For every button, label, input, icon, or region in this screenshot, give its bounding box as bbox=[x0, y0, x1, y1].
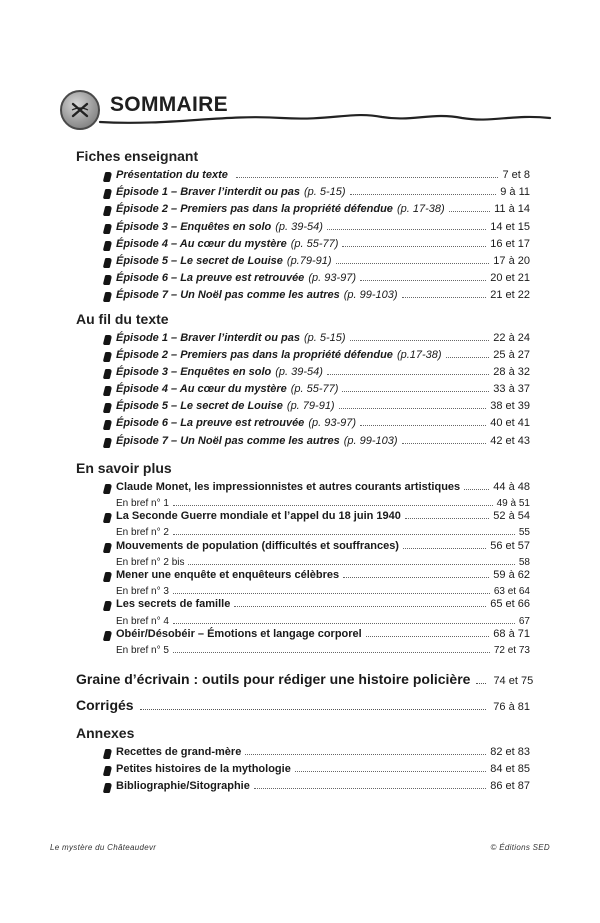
bullet-icon bbox=[103, 420, 112, 430]
footer-book-title: Le mystère du Châteaudevr bbox=[50, 843, 157, 852]
bullet-icon bbox=[103, 572, 112, 582]
bullet-icon bbox=[103, 241, 112, 251]
section-heading: Annexes bbox=[76, 725, 135, 742]
toc-entry[interactable]: Présentation du texte 7 et 8 bbox=[76, 169, 530, 186]
bullet-icon bbox=[103, 386, 112, 396]
toc-sub-entry[interactable]: En bref n° 5 72 et 73 bbox=[116, 644, 530, 656]
toc-sub-entry[interactable]: En bref n° 1 49 à 51 bbox=[116, 498, 530, 509]
bullet-icon bbox=[103, 275, 112, 285]
toc-sub-entry[interactable]: En bref n° 3 63 et 64 bbox=[116, 586, 530, 598]
section-items bbox=[76, 332, 530, 452]
toc-entry[interactable]: Les secrets de famille 65 et 66 bbox=[76, 598, 530, 615]
toc-entry[interactable]: Bibliographie/Sitographie 86 et 87 bbox=[76, 780, 530, 797]
toc-entry[interactable]: Épisode 4 – Au cœur du mystère (p. 55-77) 33 à 37 bbox=[76, 383, 530, 400]
section-items bbox=[76, 481, 530, 657]
section-items bbox=[76, 169, 530, 307]
toc-entry[interactable]: Mener une enquête et enquêteurs célèbres 59 à 62 bbox=[76, 569, 530, 586]
bullet-icon bbox=[103, 335, 112, 345]
toc-entry[interactable]: Épisode 4 – Au cœur du mystère (p. 55-77) 16 et 17 bbox=[76, 238, 530, 255]
footer-publisher: © Éditions SED bbox=[490, 843, 550, 852]
toc-entry[interactable]: Petites histoires de la mythologie 84 et 85 bbox=[76, 763, 530, 780]
toc-entry[interactable]: Claude Monet, les impressionnistes et autres courants artistiques 44 à 48 bbox=[76, 481, 530, 498]
bullet-icon bbox=[103, 292, 112, 302]
bullet-icon bbox=[103, 438, 112, 448]
toc-entry[interactable]: Épisode 7 – Un Noël pas comme les autres (p. 99-103) 21 et 22 bbox=[76, 289, 530, 306]
section-items bbox=[76, 746, 530, 798]
toc-standalone-entry[interactable]: Graine d’écrivain : outils pour rédiger une histoire policière 74 et 75 bbox=[76, 671, 534, 688]
toc-entry[interactable]: Épisode 2 – Premiers pas dans la propriété défendue (p. 17-38) 11 à 14 bbox=[76, 203, 530, 220]
bullet-icon bbox=[103, 631, 112, 641]
bullet-icon bbox=[103, 766, 112, 776]
toc-standalone-entry[interactable]: Corrigés 76 à 81 bbox=[76, 697, 530, 714]
bullet-icon bbox=[103, 258, 112, 268]
table-of-contents bbox=[76, 148, 534, 798]
bullet-icon bbox=[103, 352, 112, 362]
toc-entry[interactable]: Épisode 1 – Braver l’interdit ou pas (p. 5-15) 22 à 24 bbox=[76, 332, 530, 349]
bullet-icon bbox=[103, 403, 112, 413]
toc-entry[interactable]: Épisode 2 – Premiers pas dans la propriété défendue (p.17-38) 25 à 27 bbox=[76, 349, 530, 366]
bullet-icon bbox=[103, 189, 112, 199]
bullet-icon bbox=[103, 749, 112, 759]
bullet-icon bbox=[103, 484, 112, 494]
bullet-icon bbox=[103, 172, 112, 182]
toc-sub-entry[interactable]: En bref n° 2 55 bbox=[116, 527, 530, 539]
toc-entry[interactable]: Épisode 5 – Le secret de Louise (p. 79-91) 38 et 39 bbox=[76, 400, 530, 417]
page-header bbox=[52, 84, 552, 136]
toc-entry[interactable]: Épisode 7 – Un Noël pas comme les autres (p. 99-103) 42 et 43 bbox=[76, 435, 530, 452]
header-underline bbox=[52, 108, 552, 128]
bullet-icon bbox=[103, 206, 112, 216]
bullet-icon bbox=[103, 601, 112, 611]
bullet-icon bbox=[103, 224, 112, 234]
bullet-icon bbox=[103, 543, 112, 553]
section-heading: Au fil du texte bbox=[76, 310, 169, 327]
bullet-icon bbox=[103, 369, 112, 379]
toc-entry[interactable]: Recettes de grand-mère 82 et 83 bbox=[76, 746, 530, 763]
toc-sub-entry[interactable]: En bref n° 4 67 bbox=[116, 615, 530, 627]
toc-entry[interactable]: Épisode 6 – La preuve est retrouvée (p. 93-97) 20 et 21 bbox=[76, 272, 530, 289]
toc-entry[interactable]: Épisode 3 – Enquêtes en solo (p. 39-54) 28 à 32 bbox=[76, 366, 530, 383]
section-heading: En savoir plus bbox=[76, 459, 172, 476]
section-heading: Fiches enseignant bbox=[76, 148, 199, 164]
toc-entry[interactable]: Épisode 1 – Braver l’interdit ou pas (p. 5-15) 9 à 11 bbox=[76, 186, 530, 203]
page-title: SOMMAIRE bbox=[110, 93, 228, 116]
toc-entry[interactable]: Obéir/Désobéir – Émotions et langage corporel 68 à 71 bbox=[76, 628, 530, 645]
toc-entry[interactable]: Mouvements de population (difficultés et souffrances) 56 et 57 bbox=[76, 540, 530, 557]
toc-sub-entry[interactable]: En bref n° 2 bis 58 bbox=[116, 556, 530, 568]
toc-entry[interactable]: La Seconde Guerre mondiale et l’appel du 18 juin 1940 52 à 54 bbox=[76, 510, 530, 527]
toc-entry[interactable]: Épisode 3 – Enquêtes en solo (p. 39-54) 14 et 15 bbox=[76, 221, 530, 238]
bullet-icon bbox=[103, 513, 112, 523]
toc-entry[interactable]: Épisode 5 – Le secret de Louise (p.79-91) 17 à 20 bbox=[76, 255, 530, 272]
toc-entry[interactable]: Épisode 6 – La preuve est retrouvée (p. 93-97) 40 et 41 bbox=[76, 417, 530, 434]
bullet-icon bbox=[103, 783, 112, 793]
